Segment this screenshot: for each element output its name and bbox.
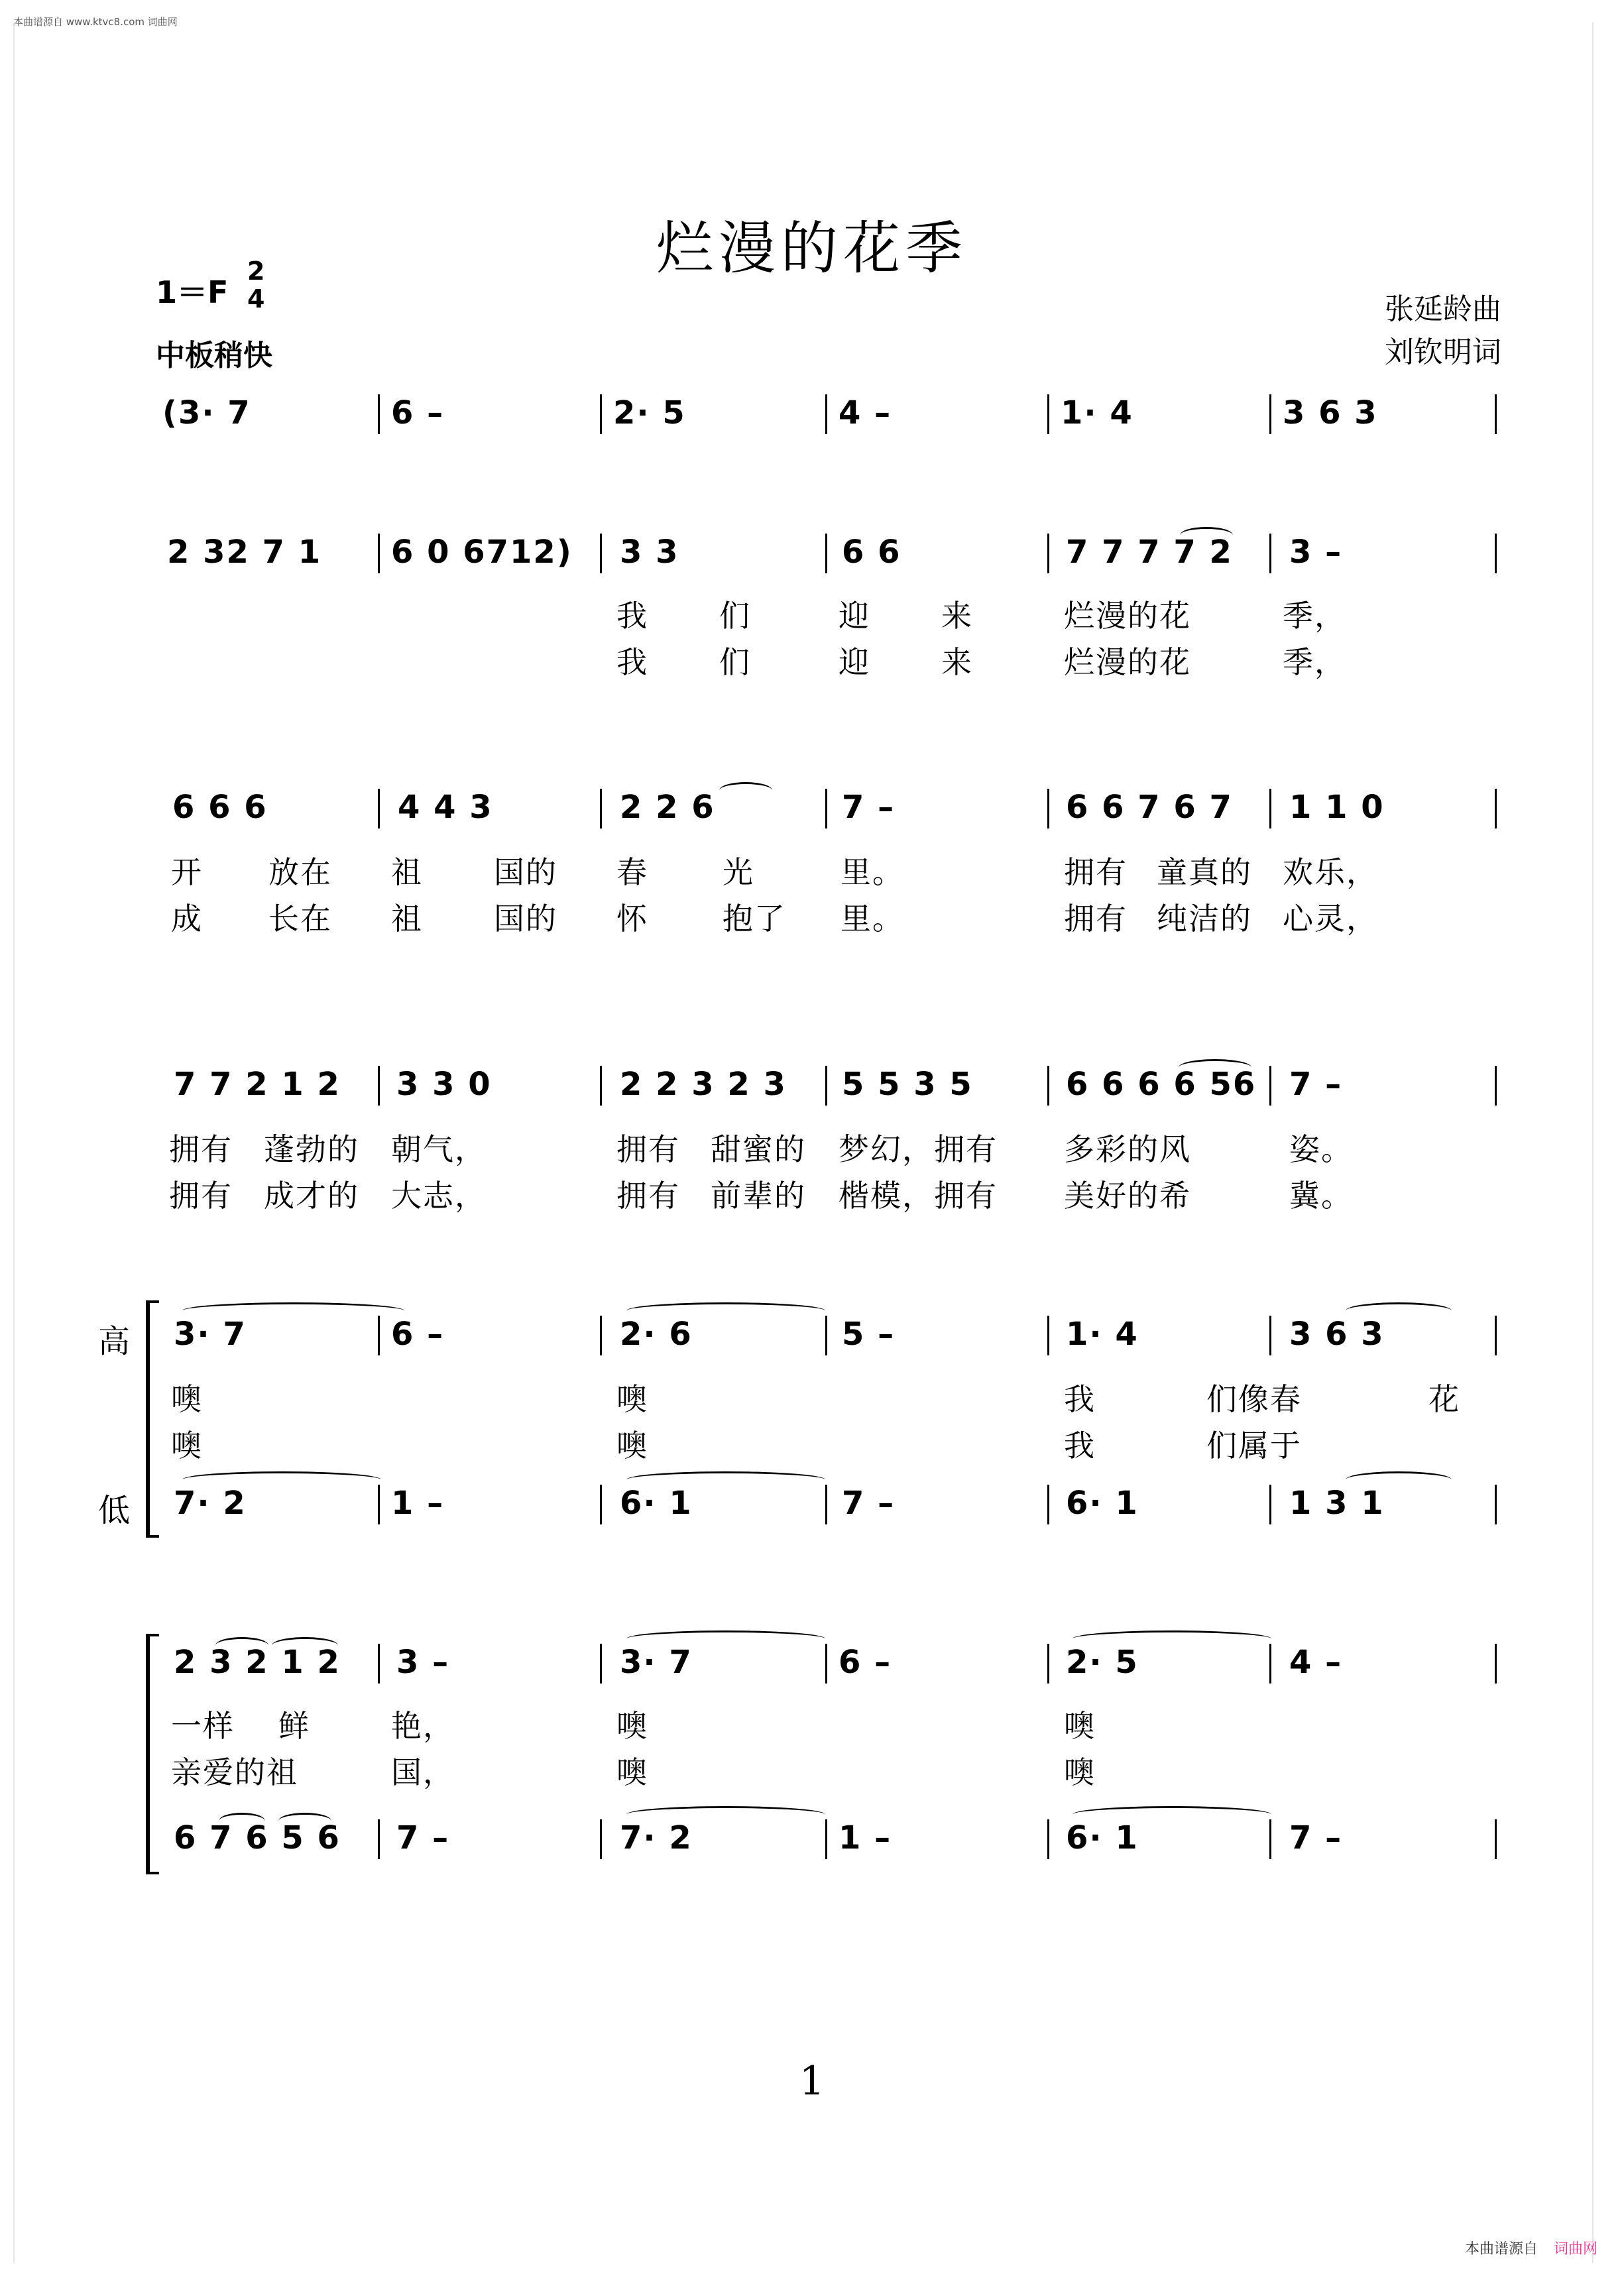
lyric: 美好的希: [1064, 1178, 1191, 1214]
system-5-lower-measure-2: 1 –: [391, 1485, 445, 1522]
lyric: 噢: [1064, 1754, 1096, 1790]
lyric: 里。: [841, 901, 904, 937]
barline: [1495, 1644, 1497, 1683]
system-5-lower-measure-6: 1 3 1: [1289, 1485, 1385, 1522]
choir-bracket: [146, 1300, 159, 1538]
lyric: 来: [941, 598, 973, 634]
lyric: 梦幻，拥有: [839, 1131, 998, 1167]
barline: [600, 1066, 602, 1106]
system-6-lower-measure-3: 7· 2: [620, 1819, 693, 1856]
system-3-measure-6: 1 1 0: [1289, 789, 1385, 826]
page-number: 1: [799, 2058, 825, 2104]
barline: [1495, 789, 1497, 828]
system-2-measure-3: 3 3: [620, 534, 679, 571]
slur: [626, 1630, 825, 1647]
barline: [1269, 394, 1271, 434]
time-signature-bottom: 4: [247, 284, 265, 314]
system-1-measure-6: 3 6 3: [1283, 394, 1378, 431]
lyric: 朝气，: [391, 1131, 487, 1167]
barline: [378, 1644, 380, 1683]
slur: [215, 1637, 268, 1654]
lyric: 冀。: [1289, 1178, 1353, 1214]
lyric: 我: [1064, 1381, 1096, 1417]
lyric: 童真的: [1157, 854, 1252, 890]
slur: [182, 1471, 381, 1488]
time-signature-top: 2: [247, 257, 265, 286]
system-3-measure-4: 7 –: [842, 789, 896, 826]
slur: [1346, 1471, 1452, 1488]
lyric: 们: [719, 598, 751, 634]
key-signature: 1＝F: [156, 274, 229, 310]
lyric: 我: [616, 598, 648, 634]
system-5-lower-measure-1: 7· 2: [174, 1485, 247, 1522]
lyric: 迎: [839, 598, 870, 634]
barline: [378, 534, 380, 573]
system-6-upper-measure-4: 6 –: [839, 1644, 892, 1681]
lyric: 开: [171, 854, 203, 890]
barline: [1047, 1066, 1049, 1106]
barline: [1495, 1485, 1497, 1524]
system-4-measure-2: 3 3 0: [396, 1066, 492, 1103]
lyric: 鲜: [278, 1708, 310, 1744]
barline: [600, 1819, 602, 1859]
barline: [825, 1819, 827, 1859]
barline: [1269, 1485, 1271, 1524]
lyric: 春: [616, 854, 648, 890]
system-5-upper-measure-3: 2· 6: [620, 1316, 693, 1353]
lyric: 来: [941, 644, 973, 680]
slur: [182, 1302, 404, 1319]
barline: [600, 1316, 602, 1355]
lyric: 拥有: [1064, 854, 1128, 890]
voice-label-high: 高: [98, 1323, 131, 1360]
lyric: 噢: [616, 1381, 648, 1417]
slur: [626, 1471, 825, 1488]
system-1-measure-3: 2· 5: [613, 394, 686, 431]
lyric: 国的: [494, 901, 557, 937]
barline: [1047, 1644, 1049, 1683]
lyric: 楷模，拥有: [839, 1178, 998, 1214]
barline: [378, 1316, 380, 1355]
barline: [378, 1066, 380, 1106]
barline: [825, 1066, 827, 1106]
barline: [1495, 394, 1497, 434]
barline: [378, 1819, 380, 1859]
slur: [719, 782, 772, 799]
system-3-measure-5: 6 6 7 6 7: [1066, 789, 1233, 826]
barline: [1269, 1316, 1271, 1355]
system-4-measure-3: 2 2 3 2 3: [620, 1066, 787, 1103]
slur: [626, 1806, 825, 1823]
system-5-upper-measure-4: 5 –: [842, 1316, 896, 1353]
composer-credit: 张延龄曲: [1385, 292, 1501, 326]
lyric: 放在: [268, 854, 332, 890]
barline: [1269, 789, 1271, 828]
barline: [378, 394, 380, 434]
barline: [1047, 534, 1049, 573]
lyric: 季，: [1283, 598, 1346, 634]
barline: [825, 534, 827, 573]
lyric: 拥有: [1064, 901, 1128, 937]
barline: [1047, 1485, 1049, 1524]
system-6-lower-measure-6: 7 –: [1289, 1819, 1343, 1856]
system-3-measure-2: 4 4 3: [398, 789, 493, 826]
system-4-measure-4: 5 5 3 5: [842, 1066, 973, 1103]
slur: [272, 1637, 338, 1654]
lyric: 拥有: [169, 1131, 233, 1167]
barline: [825, 1644, 827, 1683]
lyric: 烂漫的花: [1064, 644, 1191, 680]
lyric: 亲爱的祖: [171, 1754, 298, 1790]
lyric: 国的: [494, 854, 557, 890]
barline: [600, 394, 602, 434]
footer-source: 本曲谱源自: [1464, 2241, 1538, 2257]
system-6-upper-measure-1: 2 3 2 1 2: [174, 1644, 341, 1681]
lyric: 抱了: [723, 901, 786, 937]
footer-brand-link[interactable]: 词曲网: [1553, 2241, 1597, 2257]
lyric: 噢: [616, 1754, 648, 1790]
barline: [1269, 1819, 1271, 1859]
barline: [600, 1485, 602, 1524]
barline: [1495, 1316, 1497, 1355]
lyric: 国，: [391, 1754, 455, 1790]
slur: [1346, 1302, 1452, 1319]
system-6-lower-measure-2: 7 –: [396, 1819, 450, 1856]
lyric: 里。: [841, 854, 904, 890]
lyric: 怀: [616, 901, 648, 937]
time-signature: [247, 257, 264, 313]
system-5-upper-measure-1: 3· 7: [174, 1316, 247, 1353]
lyric: 甜蜜的: [711, 1131, 806, 1167]
lyric: 成: [171, 901, 203, 937]
barline: [1495, 1819, 1497, 1859]
slur: [1073, 1806, 1271, 1823]
lyric: 蓬勃的: [264, 1131, 359, 1167]
lyricist-credit: 刘钦明词: [1385, 335, 1501, 369]
lyric: 大志，: [391, 1178, 487, 1214]
lyric: 噢: [616, 1708, 648, 1744]
lyric: 纯洁的: [1157, 901, 1252, 937]
system-1-measure-1: (3· 7: [162, 394, 251, 431]
lyric: 拥有: [169, 1178, 233, 1214]
system-6-upper-measure-2: 3 –: [396, 1644, 450, 1681]
system-5-upper-measure-2: 6 –: [391, 1316, 445, 1353]
tempo-marking: 中板稍快: [156, 339, 272, 372]
slur: [1073, 1630, 1271, 1647]
system-1-measure-2: 6 –: [391, 394, 445, 431]
system-6-lower-measure-5: 6· 1: [1066, 1819, 1139, 1856]
lyric: 季，: [1283, 644, 1346, 680]
barline: [600, 534, 602, 573]
system-5-lower-measure-5: 6· 1: [1066, 1485, 1139, 1522]
slur: [219, 1813, 265, 1829]
lyric: 我: [1064, 1428, 1096, 1463]
lyric: 噢: [171, 1428, 203, 1463]
barline: [1047, 1819, 1049, 1859]
system-2-measure-6: 3 –: [1289, 534, 1343, 571]
system-2-measure-1: 2 32 7 1: [167, 534, 322, 571]
lyric: 拥有: [616, 1178, 680, 1214]
slur: [278, 1813, 331, 1829]
system-5-upper-measure-6: 3 6 3: [1289, 1316, 1385, 1353]
slur: [1180, 527, 1233, 543]
barline: [1047, 394, 1049, 434]
lyric: 艳，: [391, 1708, 455, 1744]
choir-bracket: [146, 1634, 159, 1874]
lyric: 我: [616, 644, 648, 680]
barline: [1495, 534, 1497, 573]
barline: [1047, 789, 1049, 828]
barline: [1269, 1644, 1271, 1683]
system-5-upper-measure-5: 1· 4: [1066, 1316, 1139, 1353]
system-3-measure-1: 6 6 6: [172, 789, 268, 826]
lyric: 烂漫的花: [1064, 598, 1191, 634]
system-2-measure-5: 7 7 7 7 2: [1066, 534, 1233, 571]
system-2-measure-2: 6 0 6712): [391, 534, 573, 571]
system-6-lower-measure-4: 1 –: [839, 1819, 892, 1856]
song-title: 烂漫的花季: [656, 215, 968, 282]
barline: [378, 789, 380, 828]
barline: [825, 789, 827, 828]
slur: [1179, 1059, 1251, 1076]
lyric: 们: [719, 644, 751, 680]
lyric: 成才的: [264, 1178, 359, 1214]
barline: [825, 394, 827, 434]
lyric: 祖: [391, 854, 423, 890]
system-2-measure-4: 6 6: [842, 534, 901, 571]
lyric: 祖: [391, 901, 423, 937]
lyric: 拥有: [616, 1131, 680, 1167]
barline: [1269, 534, 1271, 573]
lyric: 光: [723, 854, 754, 890]
barline: [825, 1485, 827, 1524]
slur: [626, 1302, 825, 1319]
site-source-note: 本曲谱源自 www.ktvc8.com 词曲网: [13, 16, 178, 28]
system-5-lower-measure-3: 6· 1: [620, 1485, 693, 1522]
lyric: 一样: [171, 1708, 235, 1744]
lyric: 心灵，: [1283, 901, 1378, 937]
voice-label-low: 低: [98, 1492, 131, 1529]
barline: [378, 1485, 380, 1524]
barline: [1047, 1316, 1049, 1355]
barline: [825, 1316, 827, 1355]
barline: [1269, 1066, 1271, 1106]
system-6-lower-measure-1: 6 7 6 5 6: [174, 1819, 341, 1856]
system-4-measure-5: 6 6 6 6 56: [1066, 1066, 1257, 1103]
lyric: 们像春: [1206, 1381, 1302, 1417]
lyric: 噢: [1064, 1708, 1096, 1744]
lyric: 前辈的: [711, 1178, 806, 1214]
system-4-measure-1: 7 7 2 1 2: [174, 1066, 341, 1103]
barline: [600, 1644, 602, 1683]
system-6-upper-measure-6: 4 –: [1289, 1644, 1343, 1681]
lyric: 姿。: [1289, 1131, 1353, 1167]
system-3-measure-3: 2 2 6: [620, 789, 715, 826]
lyric: 噢: [171, 1381, 203, 1417]
lyric: 噢: [616, 1428, 648, 1463]
system-1-measure-5: 1· 4: [1061, 394, 1133, 431]
system-6-upper-measure-5: 2· 5: [1066, 1644, 1139, 1681]
lyric: 欢乐，: [1283, 854, 1378, 890]
barline: [1495, 1066, 1497, 1106]
lyric: 迎: [839, 644, 870, 680]
system-1-measure-4: 4 –: [839, 394, 892, 431]
lyric: 长在: [268, 901, 332, 937]
system-4-measure-6: 7 –: [1289, 1066, 1343, 1103]
lyric: 花: [1428, 1381, 1460, 1417]
lyric: 们属于: [1206, 1428, 1302, 1463]
barline: [600, 789, 602, 828]
system-5-lower-measure-4: 7 –: [842, 1485, 896, 1522]
system-6-upper-measure-3: 3· 7: [620, 1644, 693, 1681]
lyric: 多彩的风: [1064, 1131, 1191, 1167]
